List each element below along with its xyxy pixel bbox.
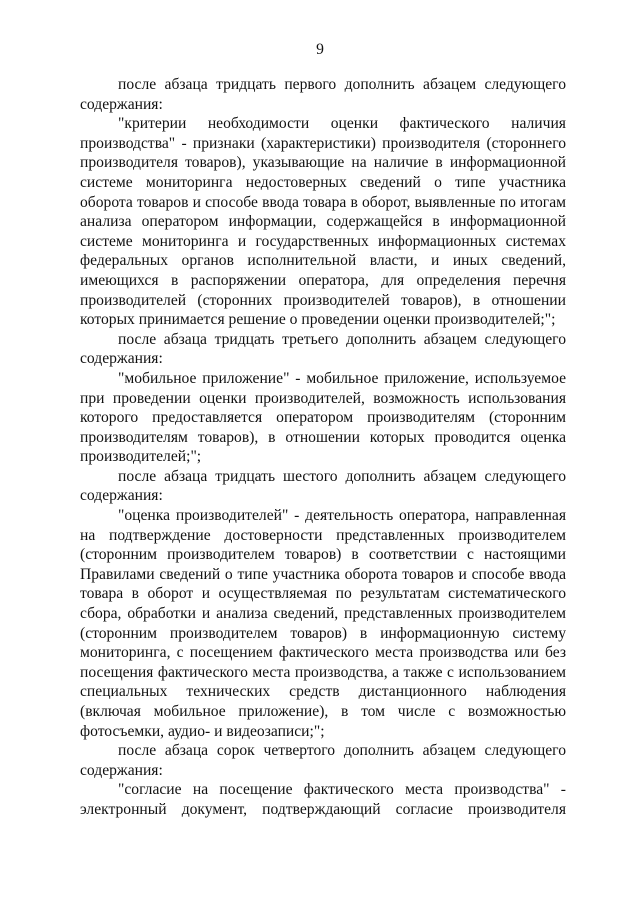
paragraph-definition-producer-assessment: "оценка производителей" - деятельность оператора, направленная на подтверждение достоверности представленных производителем (сторонним производителем товаров) в соответствии с настоящими Правилами сведений о типе участника оборота товаров и способе ввода товара в оборот и осуществляемая по результатам систематического сбора, обработки и анализа сведений, представленных производителем (сторонним производителем товаров) в информационную систему мониторинга, с посещением фактического места производства или без посещения фактического места производства, а также с использованием специальных технических средств дистанционного наблюдения (включая мобильное приложение), в том числе с возможностью фотосъемки, аудио- и видеозаписи;";	[80, 507, 566, 740]
paragraph-amendment-instruction: после абзаца сорок четвертого дополнить абзацем следующего содержания:	[80, 742, 566, 779]
paragraph-definition-consent: "согласие на посещение фактического места производства" - электронный документ, подтверждающий согласие производителя	[80, 781, 566, 818]
paragraph-amendment-instruction: после абзаца тридцать шестого дополнить абзацем следующего содержания:	[80, 467, 566, 505]
paragraph-amendment-instruction: после абзаца тридцать первого дополнить абзацем следующего содержания:	[80, 76, 566, 113]
document-body	[80, 75, 566, 820]
paragraph-amendment-instruction: после абзаца тридцать третьего дополнить абзацем следующего содержания:	[80, 330, 566, 368]
paragraph-definition-mobile-app: "мобильное приложение" - мобильное приложение, используемое при проведении оценки производителей, возможность использования которого предоставляется оператором производителям (сторонним производителям товаров), в отношении которых проводится оценка производителей;";	[80, 369, 566, 466]
paragraph-definition-criteria: "критерии необходимости оценки фактического наличия производства" - признаки (характеристики) производителя (стороннего производителя товаров), указывающие на наличие в информационной системе мониторинга недостоверных сведений о типе участника оборота товаров и способе ввода товара в оборот, выявленные по итогам анализа оператором информации, содержащейся в информационной системе мониторинга и государственных информационных системах федеральных органов исполнительной власти, и иных сведений, имеющихся в распоряжении оператора, для определения перечня производителей (сторонних производителей товаров), в отношении которых принимается решение о проведении оценки производителей;";	[80, 115, 566, 329]
page-number: 9	[316, 41, 324, 58]
